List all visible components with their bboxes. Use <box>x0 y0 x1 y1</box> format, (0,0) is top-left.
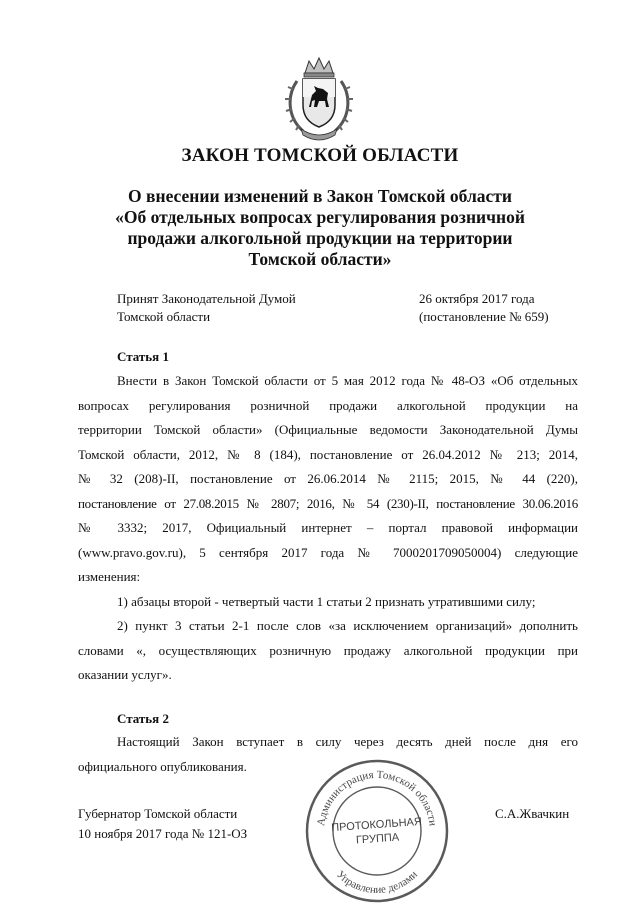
signature-block <box>78 804 247 844</box>
article-1-line: Томской области, 2012, № 8 (184), постановление от 26.04.2012 № 213; 2014, <box>78 446 578 462</box>
law-title: ЗАКОН ТОМСКОЙ ОБЛАСТИ <box>181 145 459 166</box>
stamp-center-line-2: ГРУППА <box>355 831 400 847</box>
adopted-by-line: Томской области <box>117 309 211 324</box>
article-1-item-2-line: оказании услуг». <box>78 667 172 682</box>
official-stamp <box>302 756 452 906</box>
article-1-line: постановление от 27.08.2015 № 2807; 2016, № 54 (230)-II, постановление 30.06.2016 <box>78 495 578 511</box>
article-2-line: Настоящий Закон вступает в силу через десять дней после дня его <box>117 734 578 749</box>
article-1-line: № 32 (208)-II, постановление от 26.06.2014 № 2115; 2015, № 44 (220), <box>78 471 578 486</box>
law-subject <box>80 186 560 270</box>
article-1-item-1: 1) абзацы второй - четвертый части 1 статьи 2 признать утратившими силу; <box>117 593 536 609</box>
adoption-date-line: 26 октября 2017 года <box>419 291 535 306</box>
stamp-outer-text: Администрация Томской области <box>315 768 439 827</box>
article-1-line: Внести в Закон Томской области от 5 мая 2012 года № 48-ОЗ «Об отдельных <box>117 373 578 388</box>
signatory-name: С.А.Жвачкин <box>495 806 570 821</box>
article-1-heading: Статья 1 <box>117 349 169 364</box>
article-1-text <box>78 369 578 688</box>
article-1-line: вопросах регулирования розничной продажи алкогольной продукции на <box>78 397 578 413</box>
article-1-line: территории Томской области» (Официальные ведомости Законодательной Думы <box>78 422 578 437</box>
subject-line: продажи алкогольной продукции на территории <box>127 228 513 248</box>
article-1-line: изменения: <box>78 569 141 584</box>
adopted-by <box>117 290 296 326</box>
article-1-item-2-line: словами «, осуществляющих розничную продажу алкогольной продукции при <box>78 642 578 658</box>
subject-line: «Об отдельных вопросах регулирования розничной <box>115 207 525 227</box>
adoption-date <box>419 290 549 326</box>
signatory-name-block <box>495 804 569 824</box>
adoption-resolution-line: (постановление № 659) <box>419 309 549 324</box>
adopted-by-line: Принят Законодательной Думой <box>117 291 296 306</box>
article-2-heading: Статья 2 <box>117 711 169 726</box>
subject-line: Томской области» <box>248 249 392 269</box>
article-1-line: № 3332; 2017, Официальный интернет – портал правовой информации <box>78 520 578 535</box>
subject-line: О внесении изменений в Закон Томской области <box>128 186 512 206</box>
article-2-line: официального опубликования. <box>78 758 247 774</box>
signatory-position: Губернатор Томской области <box>78 806 238 821</box>
article-1-item-2-line: 2) пункт 3 статьи 2-1 после слов «за исключением организаций» дополнить <box>117 618 578 633</box>
stamp-bottom-text: Управление делами <box>334 868 420 897</box>
stamp-center-line-1: ПРОТОКОЛЬНАЯ <box>330 815 423 835</box>
coat-of-arms-icon <box>283 55 355 141</box>
law-date-number: 10 ноября 2017 года № 121-ОЗ <box>78 826 248 841</box>
article-1-line: (www.pravo.gov.ru), 5 сентября 2017 года № 7000201709050004) следующие <box>78 544 578 560</box>
